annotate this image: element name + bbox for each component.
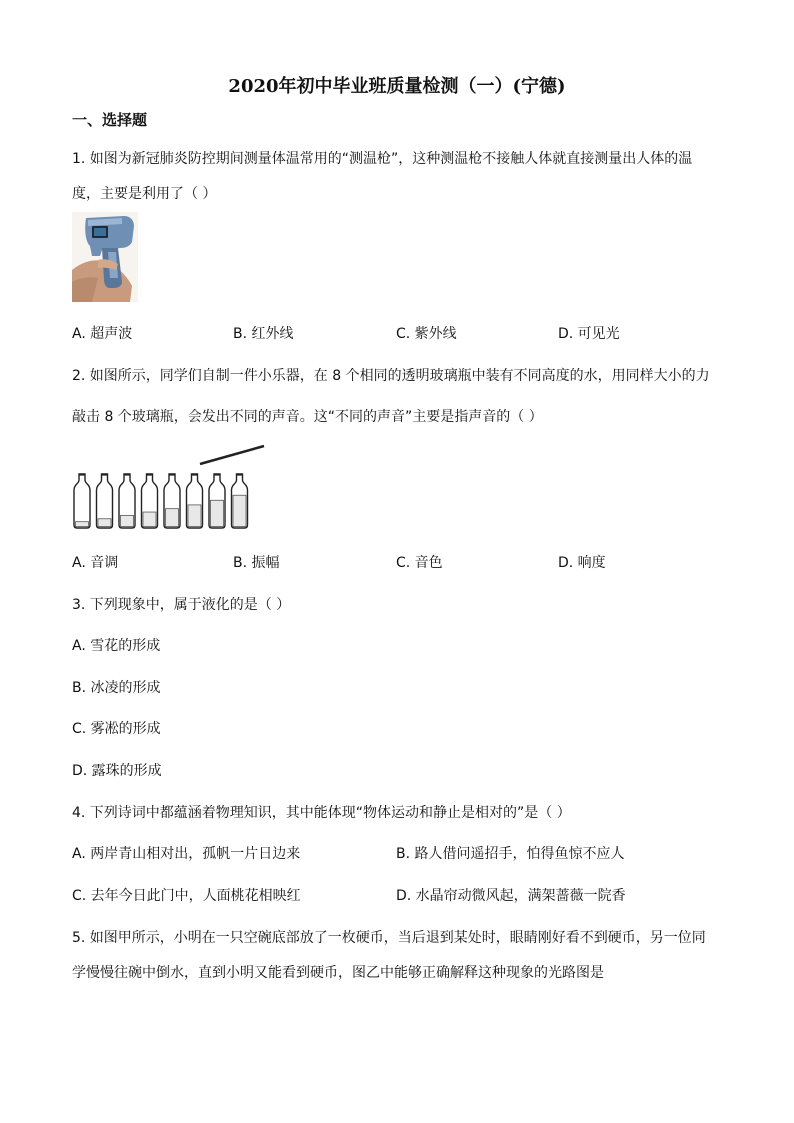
bottle-water-8 bbox=[233, 495, 246, 526]
bottle-water-5 bbox=[166, 509, 179, 527]
bottle-outline-1 bbox=[74, 474, 90, 528]
section-heading: 一、选择题 bbox=[72, 111, 148, 129]
bottle-2 bbox=[97, 474, 113, 528]
q4-option-d[interactable]: D. 水晶帘动微风起，满架蔷薇一院香 bbox=[396, 888, 626, 904]
bottle-1 bbox=[74, 474, 90, 528]
q3-option-c[interactable]: C. 雾凇的形成 bbox=[72, 721, 161, 737]
bottle-water-6 bbox=[188, 505, 201, 527]
question-5-text-line2: 学慢慢往碗中倒水，直到小明又能看到硬币，图乙中能够正确解释这种现象的光路图是 bbox=[72, 965, 604, 981]
thermometer-image-icon bbox=[72, 212, 138, 302]
q3-option-b[interactable]: B. 冰凌的形成 bbox=[72, 680, 161, 696]
question-1-text-line2: 度，主要是利用了（ ） bbox=[72, 186, 217, 202]
question-4-text: 4. 下列诗词中都蕴涵着物理知识，其中能体现“物体运动和静止是相对的”是（ ） bbox=[72, 805, 571, 821]
q2-option-c[interactable]: C. 音色 bbox=[396, 555, 443, 571]
q1-option-d[interactable]: D. 可见光 bbox=[558, 326, 620, 342]
q3-option-a[interactable]: A. 雪花的形成 bbox=[72, 638, 161, 654]
question-1-text-line1: 1. 如图为新冠肺炎防控期间测量体温常用的“测温枪”，这种测温枪不接触人体就直接测量出人体的温 bbox=[72, 151, 693, 167]
q4-option-b[interactable]: B. 路人借问遥招手，怕得鱼惊不应人 bbox=[396, 846, 625, 862]
q2-option-a[interactable]: A. 音调 bbox=[72, 555, 119, 571]
bottle-4 bbox=[142, 474, 158, 528]
question-2-text-line2: 敲击 8 个玻璃瓶，会发出不同的声音。这“不同的声音”主要是指声音的（ ） bbox=[72, 409, 543, 425]
bottle-water-2 bbox=[98, 519, 111, 527]
q1-option-b[interactable]: B. 红外线 bbox=[233, 326, 294, 342]
bottle-5 bbox=[164, 474, 180, 528]
striking-stick bbox=[200, 446, 264, 464]
bottle-8 bbox=[232, 474, 248, 528]
bottles-diagram bbox=[70, 442, 270, 532]
bottle-water-7 bbox=[211, 500, 224, 526]
bottle-6 bbox=[187, 474, 203, 528]
infrared-thermometer-photo bbox=[72, 212, 138, 302]
page-title: 2020年初中毕业班质量检测（一）(宁德) bbox=[228, 76, 566, 97]
bottles-figure bbox=[70, 442, 270, 532]
bottle-water-3 bbox=[121, 515, 134, 526]
q4-option-c[interactable]: C. 去年今日此门中，人面桃花相映红 bbox=[72, 888, 301, 904]
question-5-text-line1: 5. 如图甲所示，小明在一只空碗底部放了一枚硬币，当后退到某处时，眼睛刚好看不到硬币，另一位同 bbox=[72, 930, 706, 946]
question-3-text: 3. 下列现象中，属于液化的是（ ） bbox=[72, 597, 291, 613]
question-2-text-line1: 2. 如图所示，同学们自制一件小乐器，在 8 个相同的透明玻璃瓶中装有不同高度的水，用同样大小的力 bbox=[72, 368, 710, 384]
bottle-3 bbox=[119, 474, 135, 528]
bottle-water-1 bbox=[76, 522, 89, 527]
q1-option-a[interactable]: A. 超声波 bbox=[72, 326, 133, 342]
bottle-7 bbox=[209, 474, 225, 528]
q4-option-a[interactable]: A. 两岸青山相对出，孤帆一片日边来 bbox=[72, 846, 301, 862]
q2-option-d[interactable]: D. 响度 bbox=[558, 555, 606, 571]
q1-option-c[interactable]: C. 紫外线 bbox=[396, 326, 457, 342]
q2-option-b[interactable]: B. 振幅 bbox=[233, 555, 280, 571]
bottle-water-4 bbox=[143, 512, 156, 526]
q3-option-d[interactable]: D. 露珠的形成 bbox=[72, 763, 162, 779]
